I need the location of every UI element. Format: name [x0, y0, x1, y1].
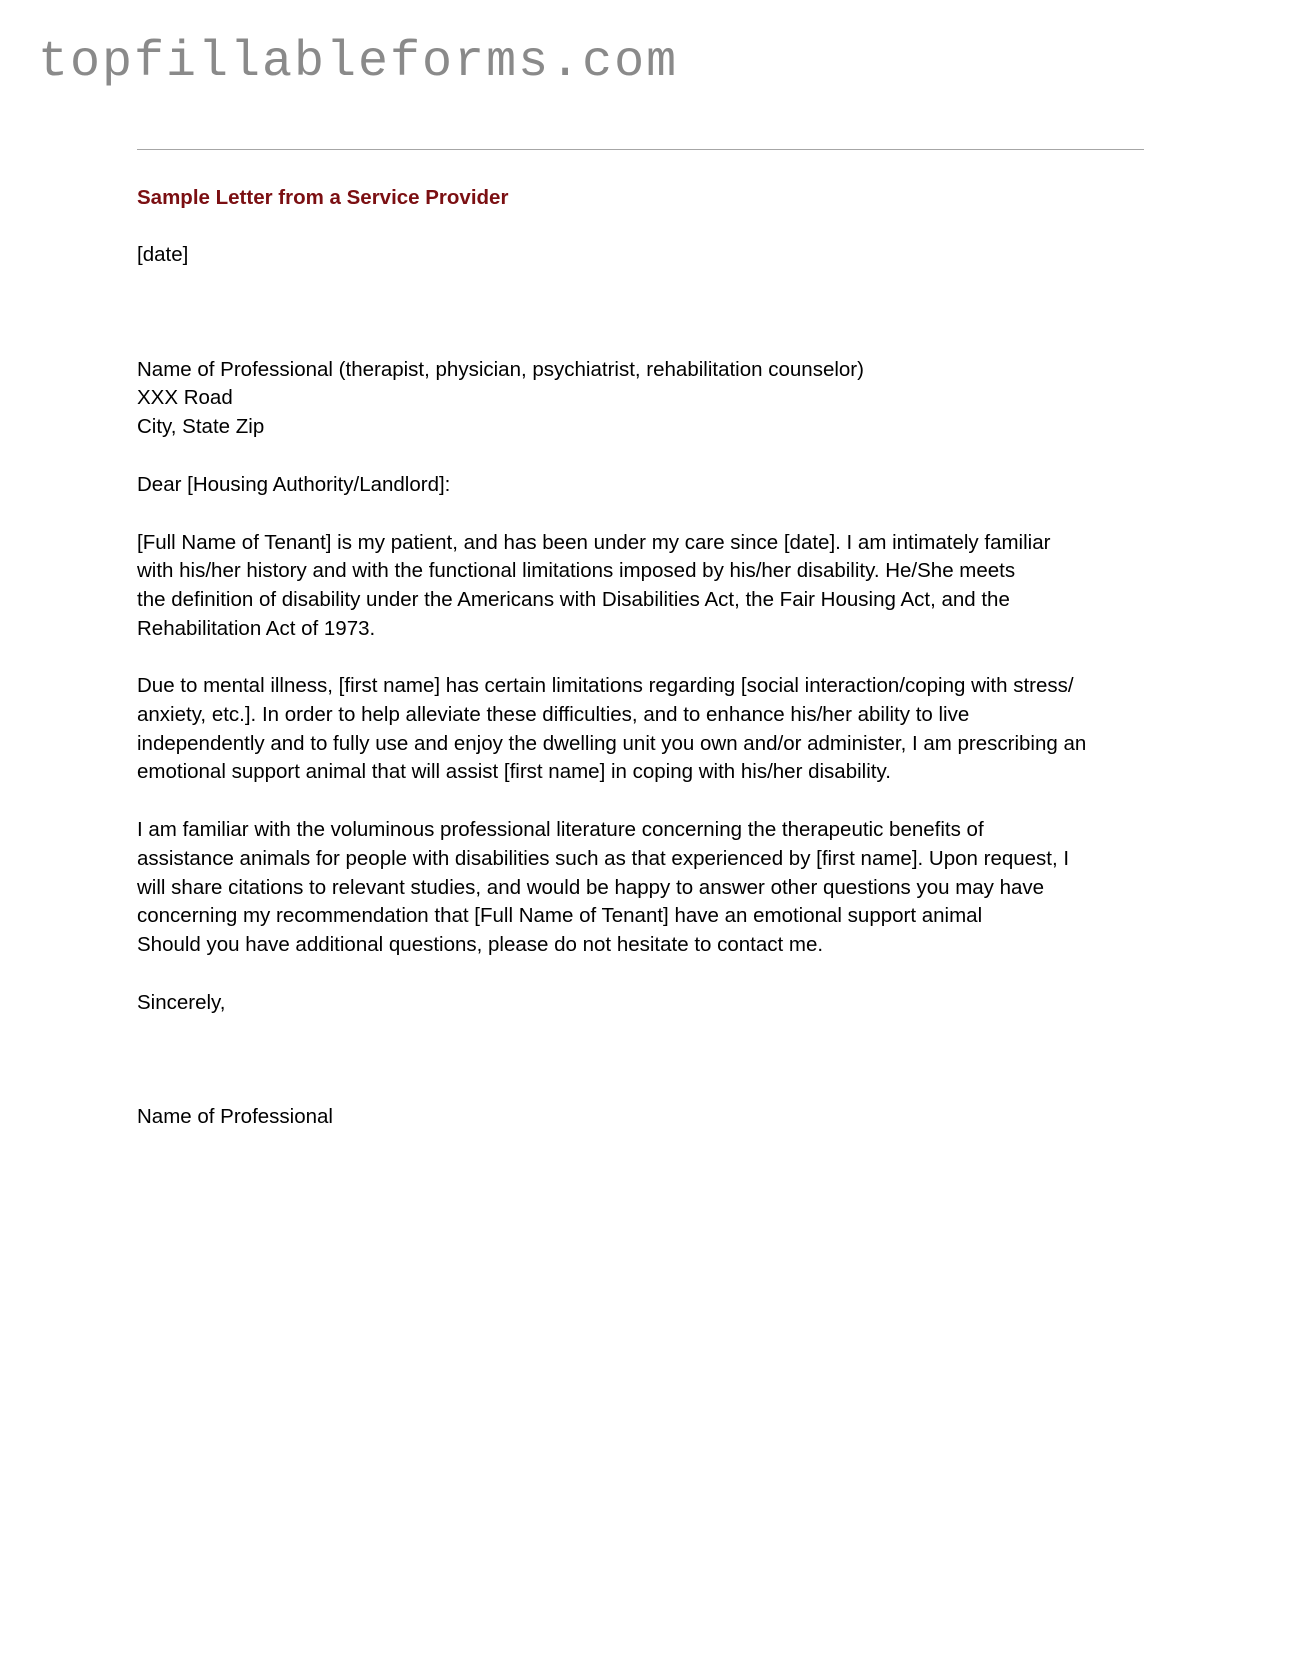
paragraph-line: Should you have additional questions, please do not hesitate to contact me.	[137, 932, 824, 956]
paragraph-line: I am familiar with the voluminous professional literature concerning the therapeutic benefits of	[137, 818, 984, 842]
paragraph-line: Due to mental illness, [first name] has certain limitations regarding [social interaction/coping with stress/	[137, 674, 1074, 698]
paragraph-line: Rehabilitation Act of 1973.	[137, 616, 376, 640]
paragraph-line: the definition of disability under the Americans with Disabilities Act, the Fair Housing Act, and the	[137, 587, 1010, 611]
address-line: City, State Zip	[137, 415, 265, 439]
paragraph-line: assistance animals for people with disabilities such as that experienced by [first name]. Upon request, I	[137, 846, 1070, 870]
paragraph-line: [Full Name of Tenant] is my patient, and has been under my care since [date]. I am intimately familiar	[137, 530, 1051, 554]
paragraph-line: will share citations to relevant studies, and would be happy to answer other questions you may have	[137, 875, 1045, 899]
salutation: Dear [Housing Authority/Landlord]:	[137, 472, 451, 496]
header-divider	[137, 149, 1144, 150]
address-line: XXX Road	[137, 386, 233, 410]
paragraph-2	[137, 672, 1147, 787]
letter-date: [date]	[137, 243, 189, 266]
paragraph-3	[137, 816, 1147, 960]
sender-address	[137, 356, 1147, 442]
paragraph-line: concerning my recommendation that [Full Name of Tenant] have an emotional support animal	[137, 904, 983, 928]
paragraph-line: emotional support animal that will assist [first name] in coping with his/her disability.	[137, 760, 891, 784]
paragraph-line: anxiety, etc.]. In order to help alleviate these difficulties, and to enhance his/her ability to live	[137, 703, 970, 727]
paragraph-1	[137, 529, 1147, 644]
paragraph-line: independently and to fully use and enjoy the dwelling unit you own and/or administer, I am prescribing an	[137, 731, 1087, 755]
signature-name: Name of Professional	[137, 1105, 333, 1129]
paragraph-line: with his/her history and with the functional limitations imposed by his/her disability. He/She meets	[137, 559, 1016, 583]
letter-title: Sample Letter from a Service Provider	[137, 186, 509, 209]
closing: Sincerely,	[137, 990, 226, 1014]
letter-body	[137, 184, 1147, 1132]
address-line: Name of Professional (therapist, physician, psychiatrist, rehabilitation counselor)	[137, 357, 864, 381]
site-watermark: topfillableforms.com	[38, 34, 679, 91]
